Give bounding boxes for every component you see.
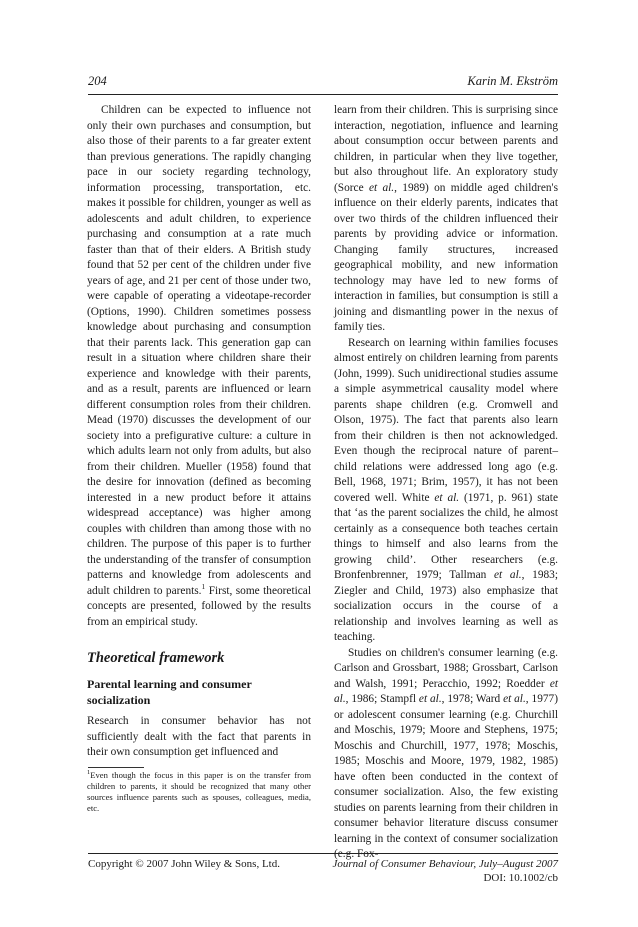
intro-paragraph [87,103,311,630]
page-header [88,74,558,94]
running-author: Karin M. Ekström [467,74,558,88]
text-run: Research on learning within families focuses almost entirely on children learning from parents (John, 1999). Such unidirectional studies assume a simple asymmetrical causality model where parents shape children (e.g. Cromwell and Olson, 1975). The fact that parents also learn from their children is then not acknowledged. Even though the reciprocal nature of parent–child relations were addressed long ago (e.g. Bell, 1968, 1971; Brim, 1957), it has not been covered well. White [334,336,558,504]
right-column [334,103,558,863]
etal: et al. [494,569,522,581]
right-paragraph-2 [334,336,558,646]
intro-text: Children can be expected to influence not only their own purchases and consumption, but also those of their parents to a far greater extent than previous generations. The rapidly changing pace in our society regarding technology, information processing, transportation, etc. makes it possible for children, younger as well as adolescents and adult children, to experience purchasing and consumption at a rate much faster than that of their elders. A British study found that 52 per cent of the children under five years of age, and 21 per cent of those under two, were capable of operating a videotape-recorder (Options, 1990). Children sometimes possess knowledge about purchasing and consumption that their parents lack. This generation gap can result in a situation where children share their experience and knowledge with their parents, and as a result, parents are influenced or learn different consumption roles from their children. Mead (1970) discusses the development of our society into a prefigurative culture: a culture in which adults learn not only from adults, but also from their children. Mueller (1958) found that the desire for innovation (defined as becoming interested in a new product before it attains widespread acceptance) was higher among couples with children than among those with no children. The purpose of this paper is to further the understanding of the transfer of consumption patterns and knowledge from adolescents and adult children to parents. [87,104,311,597]
text-run: learn from their children. This is surprising since interaction, negotiation, influence and learning about consumption occur between parents and children, in particular when they live together, but also throughout life. An exploratory study (Sorce [334,104,558,194]
doi: DOI: 10.1002/cb [483,872,558,884]
text-run: , 1977) or adolescent consumer learning (e.g. Churchill and Moschis, 1979; Moore and Stephens, 1975; Moschis and Churchill, 1977, 1978; Moschis, 1985; Moschis and Moore, 1979, 1982, 1985) have often been conducted in the context of consumer socialization. Also, the few existing studies on parents learning from their children in consumer behavior literature discuss consumer learning in the context of consumer socialization (e.g. Fox- [334,693,558,860]
right-paragraph-1 [334,103,558,336]
footnote-ref: 1 [201,581,206,591]
text-run: , 1978; Ward [441,693,504,705]
etal: et al. [368,181,395,194]
page-footer [88,857,558,891]
footnote-rule [88,767,144,768]
text-run: , 1986; Stampfl [345,693,419,705]
footer-rule [88,853,558,854]
right-paragraph-3 [334,646,558,863]
header-rule [88,94,558,95]
journal-name: Journal of Consumer Behaviour, July–August 2007 [332,858,558,870]
copyright: Copyright © 2007 John Wiley & Sons, Ltd. [88,858,280,870]
subsection-heading: Parental learning and consumer socialization [87,677,252,707]
left-column [87,103,311,630]
etal: et al. [418,693,442,705]
section-heading: Theoretical framework [87,650,225,666]
section-body: Research in consumer behavior has not sufficiently dealt with the fact that parents in their own consumption get influenced and [87,715,311,758]
text-run: (1971, p. 961) state that ‘as the parent socializes the child, he almost certainly as a consequence both teaches certain things to himself and also learns from the growing child’. Other researchers (e.g. Bronfenbrenner, 1979; Tallman [334,491,558,581]
etal: et al. [334,677,558,705]
etal: et al. [434,491,460,504]
footnote-marker: 1 [87,769,91,777]
etal: et al. [503,693,526,705]
footnote-text: Even though the focus in this paper is on the transfer from children to parents, it should be recognized that many other sources influence parents such as spouses, colleagues, media, etc. [87,770,311,813]
intro-text-end: First, some theoretical concepts are presented, followed by the results from an empirical study. [87,584,311,628]
text-run: , 1983; Ziegler and Child, 1973) also emphasize that socialization occurs in the course of a relationship and involves learning as well as teaching. [334,569,558,643]
footnote [87,770,311,814]
page-number: 204 [88,74,107,88]
text-run: , 1989) on middle aged children's influence on their elderly parents, indicates that over two thirds of the children influenced their parents by providing advice or information. Changing family structures, increased geographical mobility, and new information technology may have led to new forms of interaction in families, but consumption is still a joining and dismantling power in the nexus of family ties. [334,181,558,333]
text-run: Studies on children's consumer learning (e.g. Carlson and Grossbart, 1988; Grossbart, Carlson and Walsh, 1991; Peracchio, 1992; Roedder [334,646,558,690]
